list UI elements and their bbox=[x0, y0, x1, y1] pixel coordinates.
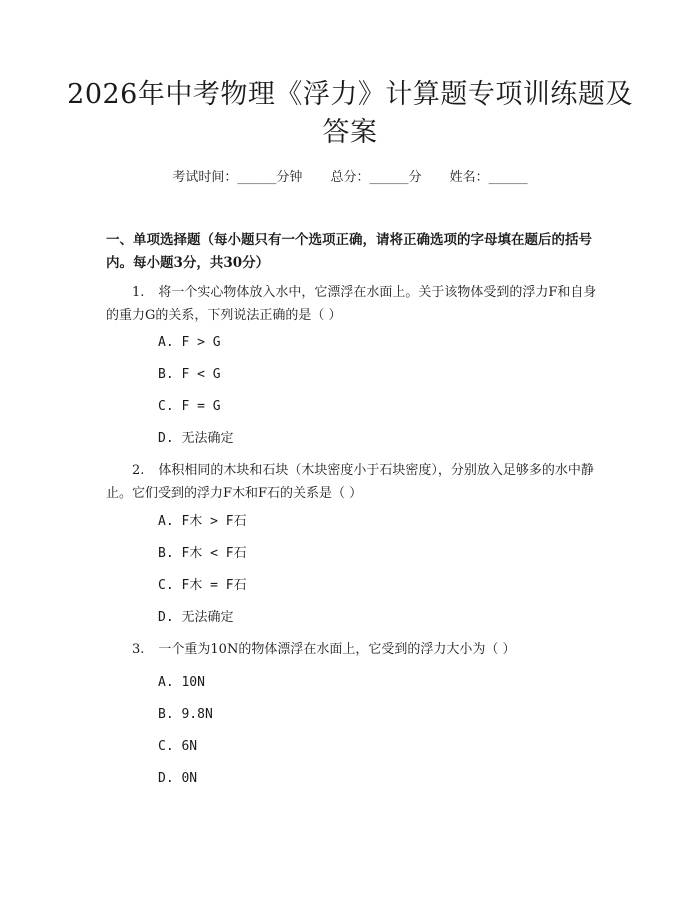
question-3-option-d: D. 0N bbox=[158, 771, 198, 786]
question-text: 一个重为10N的物体漂浮在水面上，它受到的浮力大小为（ ） bbox=[158, 642, 516, 657]
question-2-option-d: D. 无法确定 bbox=[158, 610, 234, 625]
question-1-option-c: C. F = G bbox=[158, 399, 221, 414]
question-text: 体积相同的木块和石块（木块密度小于石块密度），分别放入足够多的水中静止。它们受到的浮力F木和F石的关系是（ ） bbox=[106, 463, 594, 501]
question-2-option-a: A. F木 > F石 bbox=[158, 514, 247, 529]
total-score-field: 总分：______分 bbox=[330, 170, 422, 185]
section-heading: 一、单项选择题（每小题只有一个选项正确，请将正确选项的字母填在题后的括号内。每小题3分，共30分） bbox=[106, 232, 592, 271]
document-title: 2026年中考物理《浮力》计算题专项训练题及答案 bbox=[67, 79, 633, 148]
question-2 bbox=[106, 459, 602, 505]
question-3-option-b: B. 9.8N bbox=[158, 707, 213, 722]
question-2-option-c: C. F木 = F石 bbox=[158, 578, 247, 593]
question-2-option-b: B. F木 < F石 bbox=[158, 546, 247, 561]
question-1 bbox=[106, 281, 602, 327]
question-3-option-a: A. 10N bbox=[158, 675, 205, 690]
question-3 bbox=[106, 638, 602, 661]
question-1-option-a: A. F > G bbox=[158, 335, 221, 350]
question-3-option-c: C. 6N bbox=[158, 739, 198, 754]
question-number: 1. bbox=[132, 285, 145, 300]
exam-meta bbox=[0, 168, 700, 188]
question-1-option-d: D. 无法确定 bbox=[158, 431, 234, 446]
question-text: 将一个实心物体放入水中，它漂浮在水面上。关于该物体受到的浮力F和自身的重力G的关系，下列说法正确的是（ ） bbox=[106, 285, 597, 323]
question-number: 2. bbox=[132, 463, 145, 478]
question-number: 3. bbox=[132, 642, 145, 657]
exam-time-field: 考试时间：______分钟 bbox=[172, 170, 303, 185]
student-name-field: 姓名：______ bbox=[449, 170, 528, 185]
question-1-option-b: B. F < G bbox=[158, 367, 221, 382]
